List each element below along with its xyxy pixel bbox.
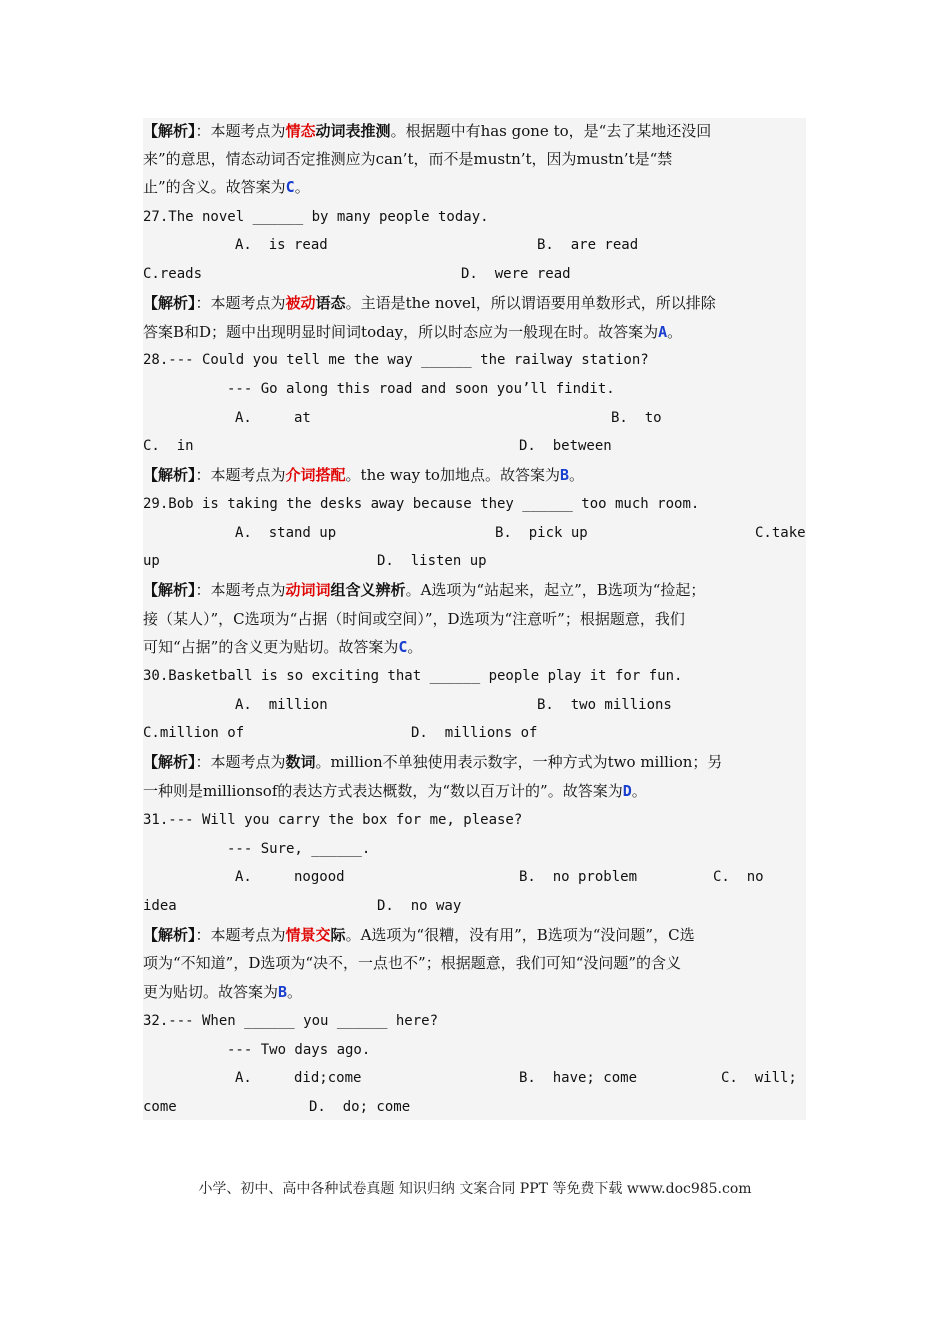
q27-stem: 27.The novel ______ by many people today. (143, 209, 489, 225)
q27-analysis-line-2: 答案B和D；题中出现明显时间词today，所以时态应为一般现在时。故答案为A。 (143, 323, 683, 341)
answer-letter: C (285, 178, 295, 196)
q31-option-c: C. no (713, 869, 764, 885)
q30-option-d: D. millions of (411, 725, 538, 741)
q28-reply: --- Go along this road and soon you’ll findit. (227, 381, 615, 397)
q32-option-a: A. did;come (235, 1070, 362, 1086)
q32-option-b: B. have; come (519, 1070, 638, 1086)
q32-option-c-continued: come (143, 1099, 177, 1115)
q29-option-b: B. pick up (495, 525, 588, 541)
q32-reply: --- Two days ago. (227, 1042, 371, 1058)
q28-option-d: D. between (519, 438, 612, 454)
q26-analysis-line-3: 止”的含义。故答案为C。 (143, 178, 310, 196)
q32-option-c: C. will; (721, 1070, 797, 1086)
analysis-label: 【解析】 (143, 926, 196, 944)
answer-letter: D (622, 782, 632, 800)
q31-analysis-line-2: 项为“不知道”，D选项为“决不，一点也不”；根据题意，我们可知“没问题”的含义 (143, 954, 682, 972)
q27-option-d: D. were read (461, 266, 571, 282)
q27-option-b: B. are read (537, 237, 639, 253)
q31-option-d: D. no way (377, 898, 462, 914)
q31-option-c-continued: idea (143, 898, 177, 914)
answer-letter: C (398, 638, 408, 656)
q28-option-b: B. to (611, 410, 662, 426)
q29-option-d: D. listen up (377, 553, 487, 569)
q31-analysis-line-1: 【解析】：本题考点为情景交际。A选项为“很糟，没有用”，B选项为“没问题”，C选 (143, 926, 695, 944)
q28-option-a: A. at (235, 410, 311, 426)
q27-option-c: C.reads (143, 266, 203, 282)
page-footer: 小学、初中、高中各种试卷真题 知识归纳 文案合同 PPT 等免费下载 www.doc985.com (198, 1181, 752, 1197)
q26-analysis-line-1: 【解析】：本题考点为情态动词表推测。根据题中有has gone to，是“去了某地还没回 (143, 122, 712, 140)
q32-option-d: D. do; come (309, 1099, 411, 1115)
answer-letter: A (658, 323, 668, 341)
q30-option-c: C.million of (143, 725, 245, 741)
q29-analysis-line-1: 【解析】：本题考点为动词词组含义辨析。A选项为“站起来，起立”，B选项为“捡起； (143, 581, 706, 599)
analysis-label: 【解析】 (143, 753, 196, 771)
q31-option-a: A. nogood (235, 869, 345, 885)
q28-stem: 28.--- Could you tell me the way ______ the railway station? (143, 352, 649, 368)
q26-analysis-line-2: 来”的意思，情态动词否定推测应为can’t，而不是mustn’t，因为mustn’t是“禁 (143, 150, 673, 168)
q30-option-a: A. million (235, 697, 328, 713)
q31-analysis-line-3: 更为贴切。故答案为B。 (143, 983, 303, 1001)
analysis-label: 【解析】 (143, 294, 196, 312)
q31-reply: --- Sure, ______. (227, 841, 371, 857)
q29-stem: 29.Bob is taking the desks away because they ______ too much room. (143, 496, 700, 512)
q27-option-a: A. is read (235, 237, 328, 253)
q28-analysis-line-1: 【解析】：本题考点为介词搭配。the way to加地点。故答案为B。 (143, 466, 585, 484)
q30-stem: 30.Basketball is so exciting that ______ people play it for fun. (143, 668, 683, 684)
analysis-label: 【解析】 (143, 466, 196, 484)
analysis-label: 【解析】 (143, 581, 196, 599)
q30-analysis-line-1: 【解析】：本题考点为数词。million不单独使用表示数字，一种方式为two million；另 (143, 753, 723, 771)
q27-analysis-line-1: 【解析】：本题考点为被动语态。主语是the novel，所以谓语要用单数形式，所以排除 (143, 294, 716, 312)
q29-analysis-line-2: 接（某人）”，C选项为“占据（时间或空间）”，D选项为“注意听”；根据题意，我们 (143, 610, 685, 628)
q30-analysis-line-2: 一种则是millionsof的表达方式表达概数，为“数以百万计的”。故答案为D。 (143, 782, 647, 800)
q29-option-c: C.take (755, 525, 806, 541)
document-body (143, 118, 806, 1120)
q31-option-b: B. no problem (519, 869, 638, 885)
q32-stem: 32.--- When ______ you ______ here? (143, 1013, 439, 1029)
answer-letter: B (559, 466, 569, 484)
q28-option-c: C. in (143, 438, 194, 454)
q29-analysis-line-3: 可知“占据”的含义更为贴切。故答案为C。 (143, 638, 423, 656)
q30-option-b: B. two millions (537, 697, 672, 713)
q29-option-c-continued: up (143, 553, 160, 569)
answer-letter: B (278, 983, 288, 1001)
q29-option-a: A. stand up (235, 525, 337, 541)
analysis-label: 【解析】 (143, 122, 196, 140)
q31-stem: 31.--- Will you carry the box for me, please? (143, 812, 523, 828)
